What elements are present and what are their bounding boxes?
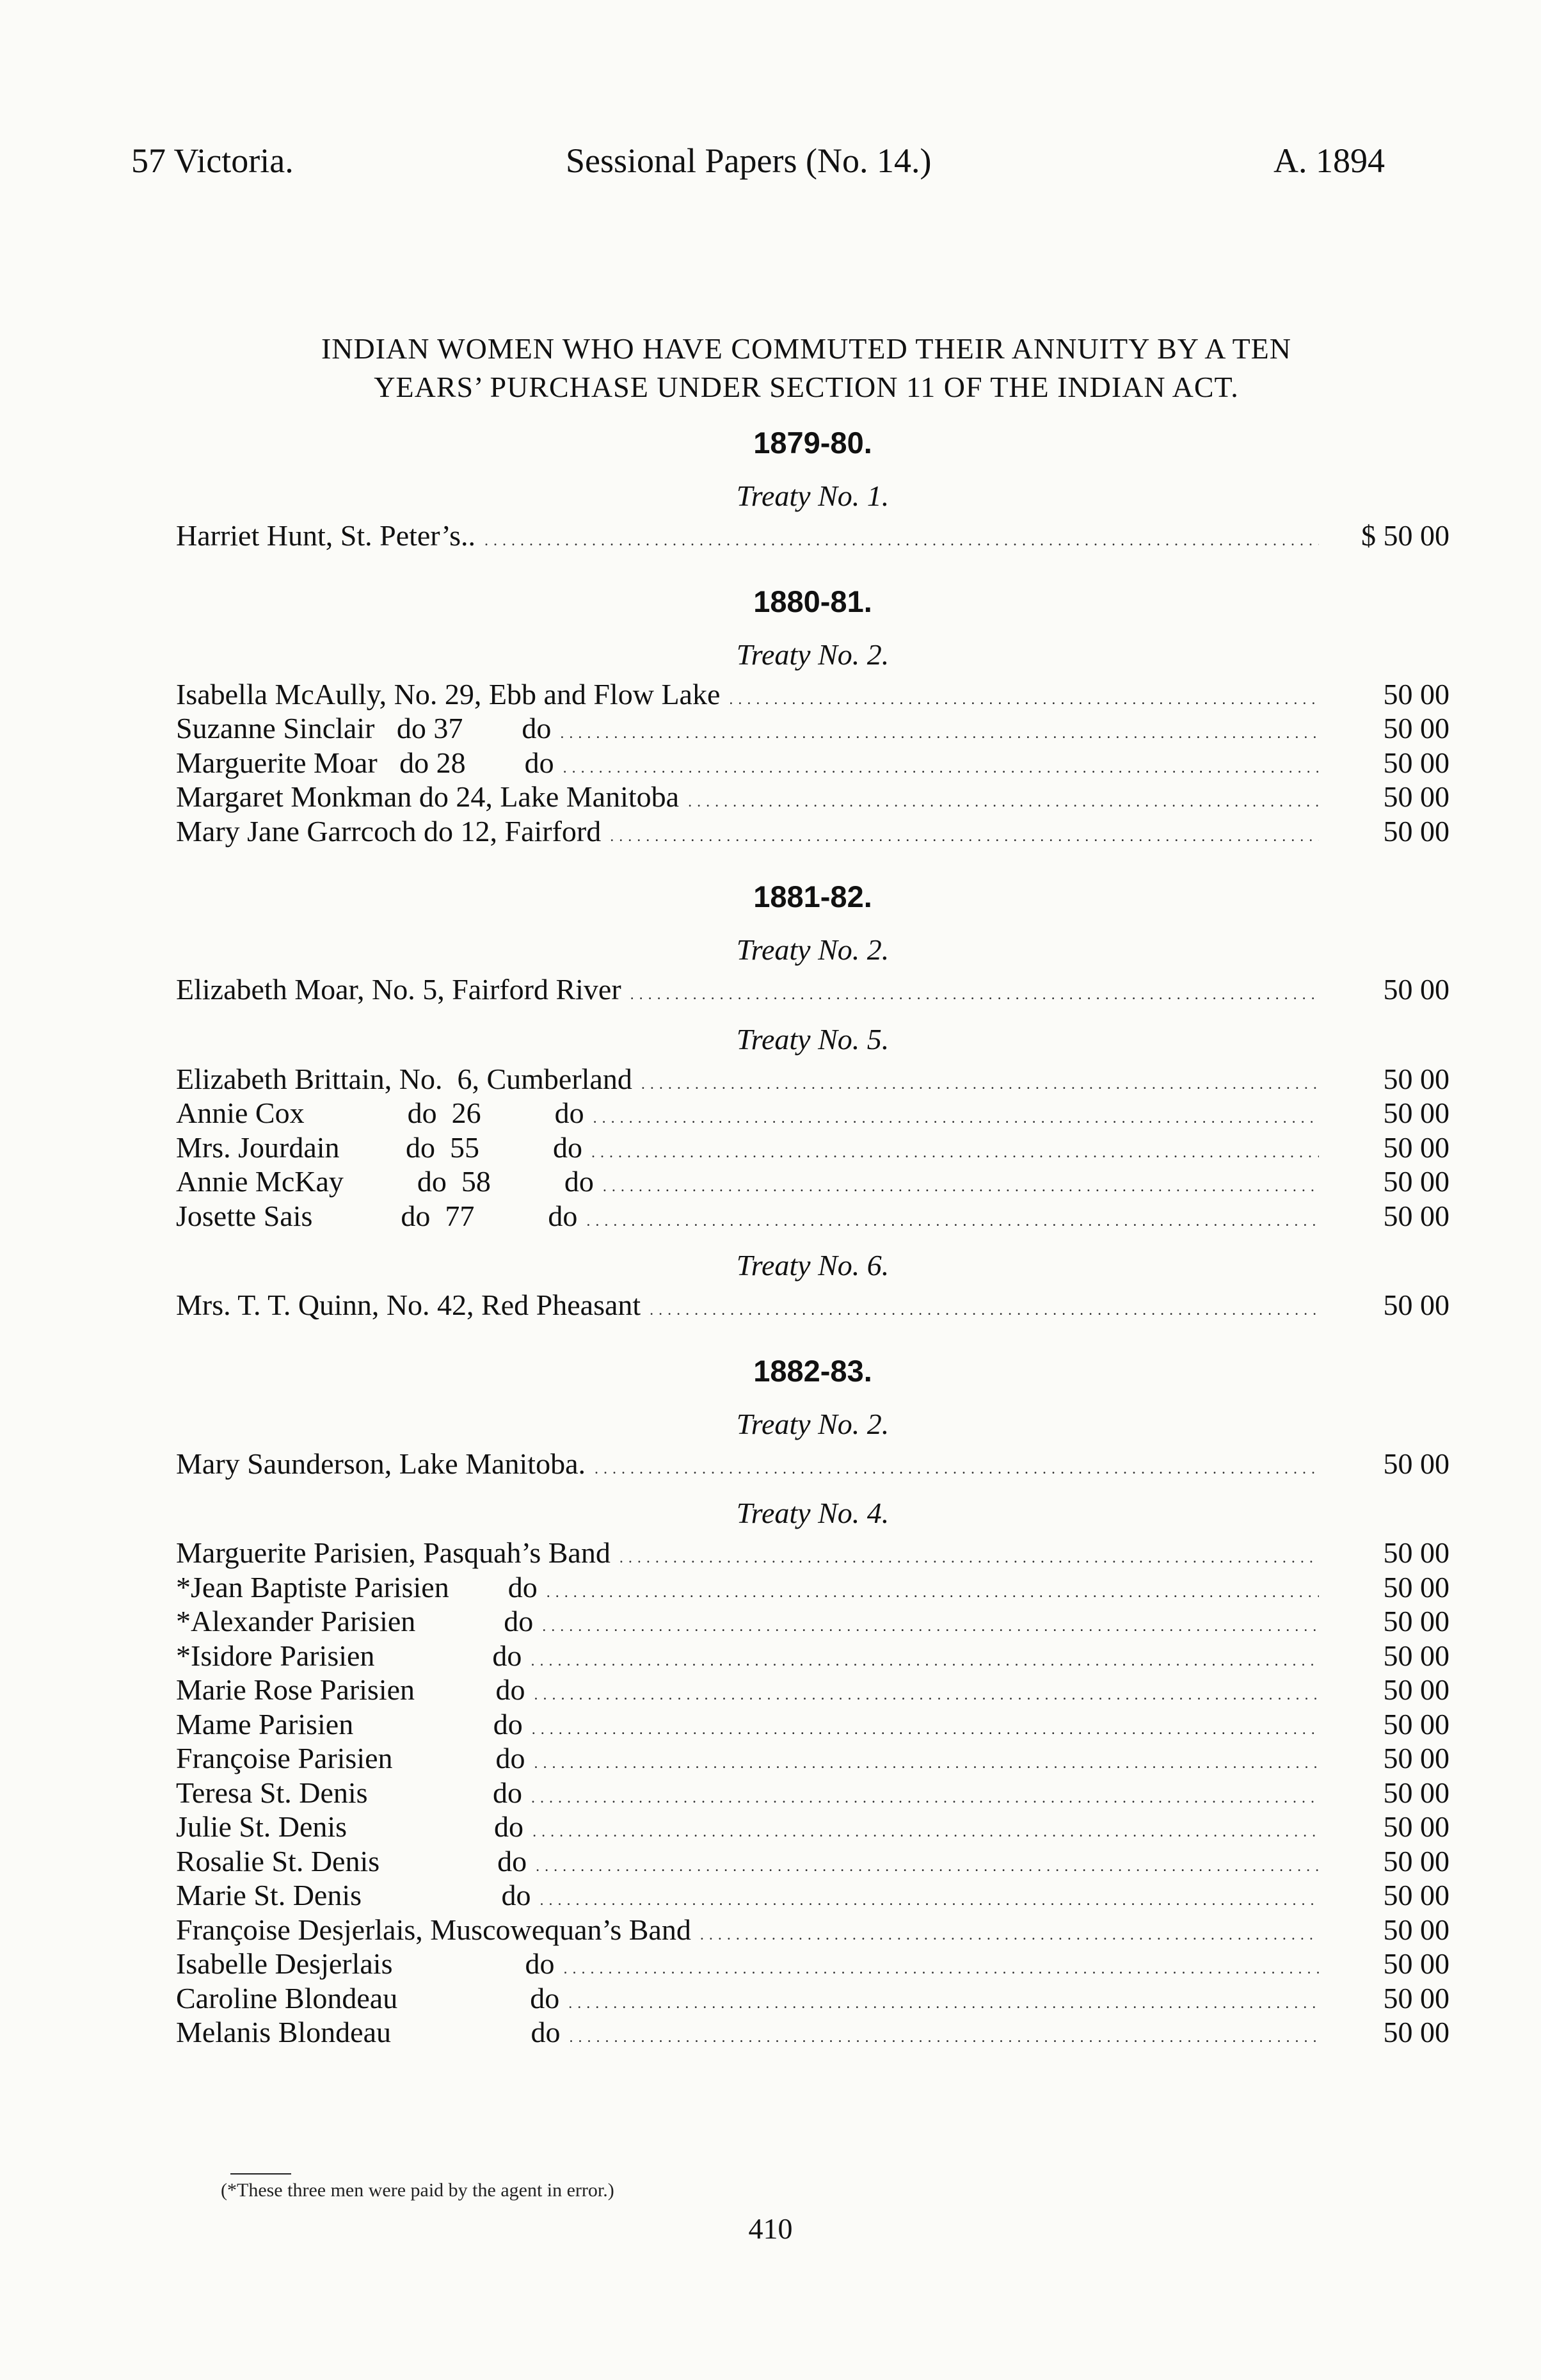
entry-name: Isabella McAully, No. 29, Ebb and Flow Lake: [176, 677, 721, 711]
dot-leader: [610, 814, 1319, 855]
dot-leader: [630, 972, 1319, 1013]
entry-name: Mame Parisien do: [176, 1707, 523, 1741]
entry-list: [176, 1288, 1449, 1323]
list-item: [176, 1096, 1449, 1130]
list-item: [176, 1570, 1449, 1605]
list-item: [176, 972, 1449, 1007]
entry-amount: 50 00: [1383, 1776, 1449, 1809]
entry-amount: 50 00: [1383, 1447, 1449, 1480]
entry-name: *Jean Baptiste Parisien do: [176, 1570, 538, 1604]
dot-leader: [595, 1447, 1319, 1487]
entry-list: [176, 1536, 1449, 2050]
title-line-2: YEARS’ PURCHASE UNDER SECTION 11 OF THE INDIAN ACT.: [374, 371, 1239, 403]
list-item: [176, 1673, 1449, 1707]
treaty-heading: Treaty No. 5.: [736, 1022, 890, 1056]
entry-name: Marguerite Parisien, Pasquah’s Band: [176, 1536, 611, 1569]
entry-amount: 50 00: [1383, 1097, 1449, 1129]
list-item: [176, 746, 1449, 780]
entry-amount: 50 00: [1383, 1913, 1449, 1946]
entry-list: [176, 972, 1449, 1007]
entry-name: Marguerite Moar do 28 do: [176, 746, 554, 779]
list-item: [176, 1288, 1449, 1323]
running-header: [0, 141, 1541, 192]
entry-list: [176, 1447, 1449, 1481]
entry-name: Elizabeth Moar, No. 5, Fairford River: [176, 973, 621, 1006]
entry-amount: 50 00: [1383, 1199, 1449, 1232]
list-item: [176, 2015, 1449, 2050]
list-item: [176, 1981, 1449, 2016]
entry-amount: 50 00: [1383, 712, 1449, 744]
list-item: [176, 1164, 1449, 1199]
treaty-heading: Treaty No. 2.: [736, 933, 890, 966]
treaty-heading: Treaty No. 4.: [736, 1497, 890, 1529]
year-heading: 1880-81.: [753, 584, 872, 618]
list-item: [176, 1447, 1449, 1481]
entry-name: Mrs. Jourdain do 55 do: [176, 1130, 583, 1164]
annuity-list: [176, 422, 1449, 2050]
list-item: [176, 1913, 1449, 1947]
entry-amount: 50 00: [1383, 746, 1449, 779]
list-item: [176, 1062, 1449, 1097]
entry-amount: $ 50 00: [1361, 519, 1449, 552]
list-item: [176, 814, 1449, 849]
dot-leader: [484, 519, 1319, 559]
year-heading: 1881-82.: [753, 880, 872, 913]
entry-name: Marie Rose Parisien do: [176, 1673, 525, 1706]
list-item: [176, 677, 1449, 712]
entry-name: *Alexander Parisien do: [176, 1605, 534, 1637]
entry-amount: 50 00: [1383, 814, 1449, 848]
list-item: [176, 1844, 1449, 1879]
entry-amount: 50 00: [1383, 1536, 1449, 1569]
list-item: [176, 1536, 1449, 1570]
entry-amount: 50 00: [1383, 1130, 1449, 1164]
entry-list: [176, 1062, 1449, 1234]
entry-name: Melanis Blondeau do: [176, 2016, 561, 2048]
entry-name: Marie St. Denis do: [176, 1879, 531, 1911]
entry-amount: 50 00: [1383, 780, 1449, 813]
entry-amount: 50 00: [1383, 1673, 1449, 1706]
list-item: [176, 1878, 1449, 1913]
treaty-heading: Treaty No. 2.: [736, 638, 890, 671]
entry-name: Julie St. Denis do: [176, 1810, 524, 1843]
entry-amount: 50 00: [1383, 1707, 1449, 1741]
list-item: [176, 1741, 1449, 1776]
entry-amount: 50 00: [1383, 2016, 1449, 2048]
list-item: [176, 1199, 1449, 1234]
header-right: A. 1894: [1274, 141, 1385, 180]
list-item: [176, 780, 1449, 814]
list-item: [176, 1707, 1449, 1742]
list-item: [176, 519, 1449, 553]
dot-leader: [586, 1199, 1319, 1239]
entry-name: Suzanne Sinclair do 37 do: [176, 712, 552, 744]
title-line-1: INDIAN WOMEN WHO HAVE COMMUTED THEIR ANNUITY BY A TEN: [321, 332, 1291, 365]
treaty-heading: Treaty No. 2.: [736, 1407, 890, 1440]
dot-leader: [570, 2015, 1320, 2055]
entry-name: Françoise Desjerlais, Muscowequan’s Band: [176, 1913, 691, 1946]
entry-name: *Isidore Parisien do: [176, 1639, 522, 1672]
entry-amount: 50 00: [1383, 973, 1449, 1006]
entry-name: Margaret Monkman do 24, Lake Manitoba: [176, 780, 680, 813]
year-heading: 1882-83.: [753, 1353, 872, 1388]
footnote: (*These three men were paid by the agent in error.): [221, 2180, 614, 2201]
list-item: [176, 1947, 1449, 1981]
entry-name: Annie McKay do 58 do: [176, 1165, 594, 1198]
entry-amount: 50 00: [1383, 1742, 1449, 1774]
entry-amount: 50 00: [1383, 1947, 1449, 1980]
entry-name: Françoise Parisien do: [176, 1742, 525, 1774]
dot-leader: [650, 1288, 1319, 1328]
list-item: [176, 1776, 1449, 1810]
list-item: [176, 711, 1449, 746]
entry-list: [176, 519, 1449, 553]
entry-list: [176, 677, 1449, 849]
list-item: [176, 1810, 1449, 1844]
document-title: [173, 330, 1440, 406]
entry-amount: 50 00: [1383, 1879, 1449, 1911]
header-left: 57 Victoria.: [131, 141, 294, 180]
entry-name: Teresa St. Denis do: [176, 1776, 523, 1809]
entry-amount: 50 00: [1383, 1289, 1449, 1321]
entry-amount: 50 00: [1383, 1810, 1449, 1843]
entry-name: Josette Sais do 77 do: [176, 1199, 578, 1232]
treaty-heading: Treaty No. 1.: [736, 479, 890, 512]
entry-name: Caroline Blondeau do: [176, 1981, 560, 2014]
entry-amount: 50 00: [1383, 1844, 1449, 1877]
entry-name: Rosalie St. Denis do: [176, 1844, 527, 1877]
entry-name: Harriet Hunt, St. Peter’s..: [176, 519, 476, 552]
entry-amount: 50 00: [1383, 1062, 1449, 1095]
entry-amount: 50 00: [1383, 1981, 1449, 2014]
entry-amount: 50 00: [1383, 1605, 1449, 1637]
page-number: 410: [748, 2212, 793, 2245]
year-heading: 1879-80.: [753, 426, 872, 460]
entry-name: Elizabeth Brittain, No. 6, Cumberland: [176, 1062, 632, 1095]
entry-amount: 50 00: [1383, 677, 1449, 711]
entry-name: Mrs. T. T. Quinn, No. 42, Red Pheasant: [176, 1289, 641, 1321]
list-item: [176, 1639, 1449, 1673]
header-center: Sessional Papers (No. 14.): [566, 141, 932, 180]
entry-name: Isabelle Desjerlais do: [176, 1947, 555, 1980]
entry-amount: 50 00: [1383, 1639, 1449, 1672]
entry-name: Mary Saunderson, Lake Manitoba.: [176, 1447, 586, 1480]
entry-name: Annie Cox do 26 do: [176, 1097, 584, 1129]
footnote-rule: [230, 2173, 291, 2175]
treaty-heading: Treaty No. 6.: [736, 1249, 890, 1282]
entry-amount: 50 00: [1383, 1165, 1449, 1198]
list-item: [176, 1130, 1449, 1165]
list-item: [176, 1604, 1449, 1639]
entry-amount: 50 00: [1383, 1570, 1449, 1604]
entry-name: Mary Jane Garrcoch do 12, Fairford: [176, 814, 602, 848]
